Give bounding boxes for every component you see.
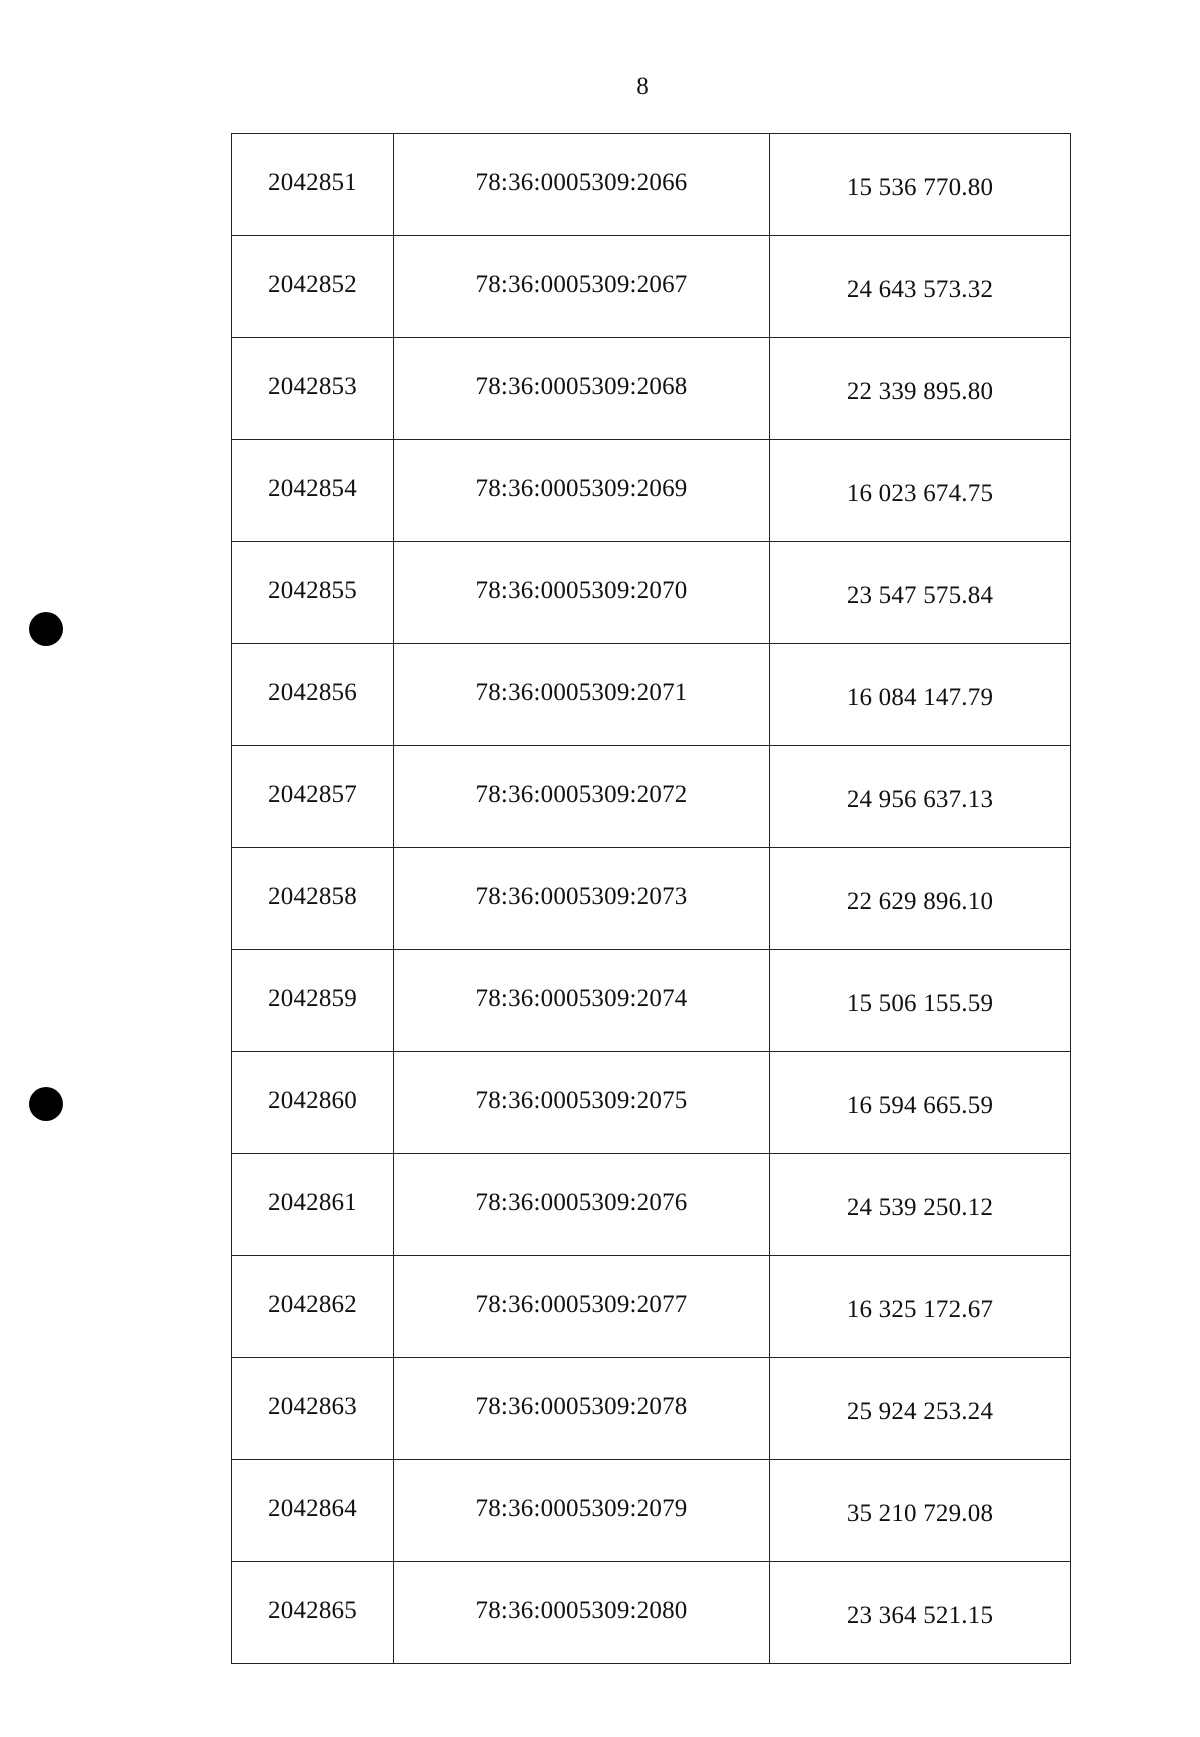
cadastral-number-cell: 78:36:0005309:2069 xyxy=(394,440,770,542)
row-number-cell: 2042853 xyxy=(232,338,394,440)
cadastral-number-cell: 78:36:0005309:2074 xyxy=(394,950,770,1052)
table-row xyxy=(232,644,1071,746)
table-row xyxy=(232,542,1071,644)
table-row xyxy=(232,1460,1071,1562)
table-row xyxy=(232,746,1071,848)
cadastral-value-table xyxy=(231,133,1071,1664)
row-number-cell: 2042851 xyxy=(232,134,394,236)
table-row xyxy=(232,1154,1071,1256)
cadastral-number-cell: 78:36:0005309:2078 xyxy=(394,1358,770,1460)
cadastral-value-cell: 23 364 521.15 xyxy=(770,1562,1071,1664)
table-row xyxy=(232,1358,1071,1460)
row-number-cell: 2042852 xyxy=(232,236,394,338)
cadastral-value-cell: 16 084 147.79 xyxy=(770,644,1071,746)
cadastral-number-cell: 78:36:0005309:2080 xyxy=(394,1562,770,1664)
table-body xyxy=(232,134,1071,1664)
cadastral-number-cell: 78:36:0005309:2076 xyxy=(394,1154,770,1256)
cadastral-value-cell: 35 210 729.08 xyxy=(770,1460,1071,1562)
row-number-cell: 2042858 xyxy=(232,848,394,950)
row-number-cell: 2042861 xyxy=(232,1154,394,1256)
cadastral-value-cell: 15 536 770.80 xyxy=(770,134,1071,236)
punch-hole xyxy=(29,1087,63,1121)
cadastral-value-cell: 23 547 575.84 xyxy=(770,542,1071,644)
cadastral-value-cell: 24 539 250.12 xyxy=(770,1154,1071,1256)
row-number-cell: 2042855 xyxy=(232,542,394,644)
table-row xyxy=(232,848,1071,950)
cadastral-number-cell: 78:36:0005309:2073 xyxy=(394,848,770,950)
cadastral-number-cell: 78:36:0005309:2072 xyxy=(394,746,770,848)
row-number-cell: 2042857 xyxy=(232,746,394,848)
row-number-cell: 2042856 xyxy=(232,644,394,746)
row-number-cell: 2042859 xyxy=(232,950,394,1052)
row-number-cell: 2042864 xyxy=(232,1460,394,1562)
row-number-cell: 2042860 xyxy=(232,1052,394,1154)
cadastral-number-cell: 78:36:0005309:2079 xyxy=(394,1460,770,1562)
row-number-cell: 2042863 xyxy=(232,1358,394,1460)
cadastral-value-cell: 24 643 573.32 xyxy=(770,236,1071,338)
cadastral-value-cell: 16 594 665.59 xyxy=(770,1052,1071,1154)
cadastral-number-cell: 78:36:0005309:2066 xyxy=(394,134,770,236)
table-row xyxy=(232,1052,1071,1154)
cadastral-value-cell: 25 924 253.24 xyxy=(770,1358,1071,1460)
table-row xyxy=(232,134,1071,236)
cadastral-number-cell: 78:36:0005309:2075 xyxy=(394,1052,770,1154)
cadastral-value-cell: 22 629 896.10 xyxy=(770,848,1071,950)
cadastral-value-cell: 22 339 895.80 xyxy=(770,338,1071,440)
cadastral-number-cell: 78:36:0005309:2077 xyxy=(394,1256,770,1358)
punch-hole xyxy=(29,612,63,646)
cadastral-number-cell: 78:36:0005309:2070 xyxy=(394,542,770,644)
row-number-cell: 2042862 xyxy=(232,1256,394,1358)
cadastral-number-cell: 78:36:0005309:2067 xyxy=(394,236,770,338)
table-row xyxy=(232,1256,1071,1358)
table-row xyxy=(232,1562,1071,1664)
page-number: 8 xyxy=(636,73,649,100)
row-number-cell: 2042854 xyxy=(232,440,394,542)
row-number-cell: 2042865 xyxy=(232,1562,394,1664)
cadastral-value-cell: 24 956 637.13 xyxy=(770,746,1071,848)
cadastral-value-cell: 15 506 155.59 xyxy=(770,950,1071,1052)
cadastral-number-cell: 78:36:0005309:2071 xyxy=(394,644,770,746)
table-row xyxy=(232,950,1071,1052)
cadastral-number-cell: 78:36:0005309:2068 xyxy=(394,338,770,440)
table-row xyxy=(232,338,1071,440)
cadastral-value-cell: 16 325 172.67 xyxy=(770,1256,1071,1358)
cadastral-value-cell: 16 023 674.75 xyxy=(770,440,1071,542)
table-row xyxy=(232,440,1071,542)
table-row xyxy=(232,236,1071,338)
